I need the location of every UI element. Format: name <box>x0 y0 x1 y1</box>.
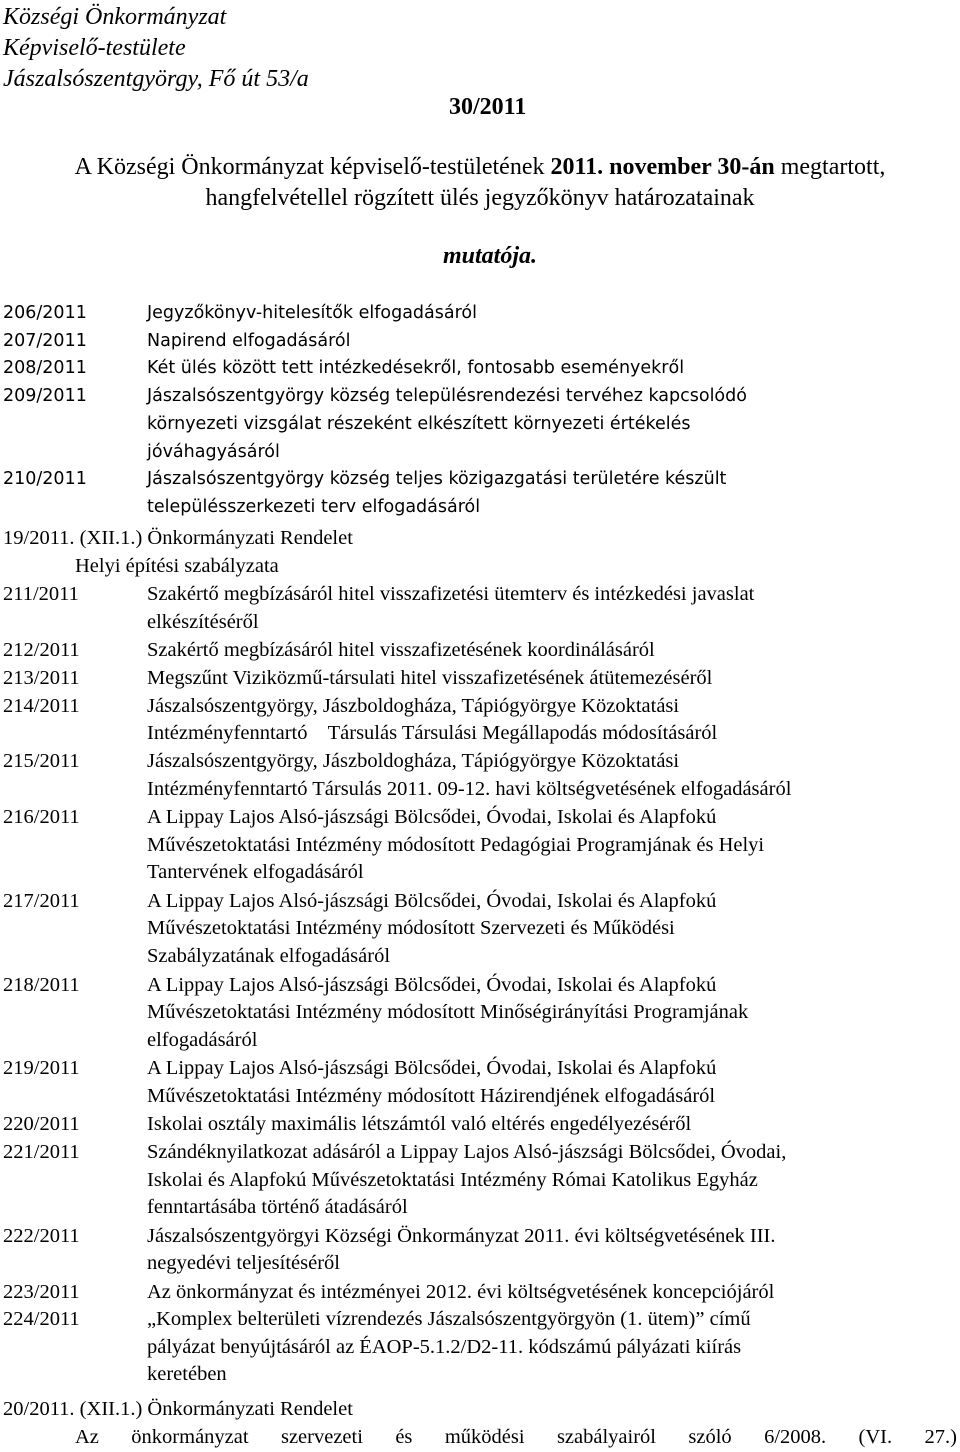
resolution-row <box>0 1223 960 1279</box>
resolution-subject <box>147 665 947 693</box>
resolution-subject <box>147 1279 947 1307</box>
resolution-row <box>0 748 960 804</box>
resolution-row <box>0 1055 960 1111</box>
header-body-name: Képviselő-testülete <box>3 35 186 61</box>
resolution-subject-line: Iskolai osztály maximális létszámtól való eltérés engedélyezéséről <box>147 1113 692 1136</box>
resolution-number: 218/2011 <box>3 973 80 996</box>
resolution-number: 219/2011 <box>3 1057 80 1080</box>
resolution-row <box>0 1139 960 1223</box>
resolution-subject-line: A Lippay Lajos Alsó-jászsági Bölcsődei, Óvodai, Iskolai és Alapfokú <box>147 973 717 996</box>
resolution-number: 215/2011 <box>3 750 80 773</box>
resolution-number: 211/2011 <box>3 583 79 605</box>
resolution-subject-line: Szakértő megbízásáról hitel visszafizetési ütemterv és intézkedési javaslat <box>147 583 755 605</box>
resolution-row <box>0 1111 960 1139</box>
resolution-subject <box>147 804 947 887</box>
resolution-number: 209/2011 <box>3 385 87 406</box>
resolution-number: 217/2011 <box>3 889 80 912</box>
resolution-subject-line: Szakértő megbízásáról hitel visszafizetésének koordinálásáról <box>147 638 655 661</box>
header-org-name: Községi Önkormányzat <box>3 4 227 30</box>
resolution-number: 224/2011 <box>3 1308 80 1331</box>
resolution-subject-line: Tantervének elfogadásáról <box>147 861 364 884</box>
resolution-subject <box>147 354 947 382</box>
decree-2-subject: Az önkormányzat szervezeti és működési szabályairól szóló 6/2008. (VI. 27.) <box>75 1426 957 1448</box>
resolution-row <box>0 327 960 355</box>
resolution-subject <box>147 1111 947 1139</box>
document-number: 30/2011 <box>449 94 527 120</box>
resolution-row <box>0 665 960 693</box>
document-subtitle: mutatója. <box>443 243 538 269</box>
resolution-row <box>0 693 960 749</box>
resolution-row <box>0 1279 960 1307</box>
resolution-subject-line: Két ülés között tett intézkedésekről, fontosabb eseményekről <box>147 358 685 379</box>
resolution-subject-line: Napirend elfogadásáról <box>147 330 351 351</box>
resolution-subject <box>147 327 947 355</box>
header-address: Jászalsószentgyörgy, Fő út 53/a <box>3 66 309 92</box>
resolution-subject-line: Jászalsószentgyörgyi Községi Önkormányzat 2011. évi költségvetésének III. <box>147 1224 776 1247</box>
resolution-subject <box>147 888 947 971</box>
resolution-row <box>0 1306 960 1390</box>
intro-line-2: hangfelvétellel rögzített ülés jegyzőkönyv határozatainak <box>205 185 755 211</box>
resolution-subject <box>147 1306 947 1389</box>
resolution-subject <box>147 1223 947 1278</box>
resolution-subject-line: Az önkormányzat és intézményei 2012. évi költségvetésének koncepciójáról <box>147 1280 775 1303</box>
resolution-subject-line: keretében <box>147 1363 227 1386</box>
resolution-number: 223/2011 <box>3 1280 80 1303</box>
resolution-subject-line: Szabályzatának elfogadásáról <box>147 944 391 967</box>
resolution-row <box>0 354 960 382</box>
resolution-subject-line: Művészetoktatási Intézmény módosított Minőségirányítási Programjának <box>147 1001 749 1024</box>
resolution-subject-line: Intézményfenntartó Társulás 2011. 09-12. havi költségvetésének elfogadásáról <box>147 777 792 800</box>
intro-line-1 <box>0 152 960 182</box>
resolution-subject-line: elkészítéséről <box>147 610 259 633</box>
resolution-subject <box>147 748 947 803</box>
resolution-row <box>0 465 960 520</box>
resolution-subject-line: Intézményfenntartó Társulás Társulási Megállapodás módosításáról <box>147 722 718 745</box>
resolution-subject <box>147 465 947 521</box>
intro-session-date: 2011. november 30-án <box>550 154 775 180</box>
resolution-subject-line: Jászalsószentgyörgy, Jászboldogháza, Tápiógyörgye Közoktatási <box>147 694 680 717</box>
resolution-subject-line: elfogadásáról <box>147 1028 258 1051</box>
resolution-subject-line: jóváhagyásáról <box>147 441 280 462</box>
resolution-subject-line: Jászalsószentgyörgy község településrendezési tervéhez kapcsolódó <box>147 385 747 406</box>
resolution-number: 221/2011 <box>3 1141 80 1163</box>
resolution-subject-line: településszerkezeti terv elfogadásáról <box>147 496 481 517</box>
resolution-subject-line: A Lippay Lajos Alsó-jászsági Bölcsődei, Óvodai, Iskolai és Alapfokú <box>147 1057 717 1080</box>
resolution-subject <box>147 1055 947 1110</box>
resolution-subject-line: Jegyzőkönyv-hitelesítők elfogadásáról <box>147 303 477 323</box>
resolution-number: 220/2011 <box>3 1113 80 1136</box>
resolution-number: 206/2011 <box>3 303 87 323</box>
resolution-subject-line: Jászalsószentgyörgy község teljes közigazgatási területére készült <box>147 468 727 489</box>
decree-2-title: 20/2011. (XII.1.) Önkormányzati Rendelet <box>3 1398 353 1420</box>
resolution-row <box>0 581 960 637</box>
resolution-subject-line: Művészetoktatási Intézmény módosított Szervezeti és Működési <box>147 917 675 940</box>
resolution-row <box>0 972 960 1056</box>
resolution-subject <box>147 972 947 1055</box>
resolution-subject-line: A Lippay Lajos Alsó-jászsági Bölcsődei, Óvodai, Iskolai és Alapfokú <box>147 889 717 912</box>
resolution-subject-line: Megszűnt Viziközmű-társulati hitel visszafizetésének átütemezéséről <box>147 666 713 689</box>
decree-1-title: 19/2011. (XII.1.) Önkormányzati Rendelet <box>3 527 353 549</box>
resolution-number: 212/2011 <box>3 638 80 661</box>
resolution-subject-line: Művészetoktatási Intézmény módosított Pedagógiai Programjának és Helyi <box>147 833 765 856</box>
resolution-subject <box>147 382 947 466</box>
resolution-number: 216/2011 <box>3 806 80 829</box>
intro-post: megtartott, <box>774 154 886 180</box>
resolution-subject-line: pályázat benyújtásáról az ÉAOP-5.1.2/D2-11. kódszámú pályázati kiírás <box>147 1335 742 1358</box>
resolution-row <box>0 804 960 888</box>
resolution-number: 210/2011 <box>3 468 87 489</box>
resolution-subject-line: negyedévi teljesítéséről <box>147 1252 340 1275</box>
resolution-number: 222/2011 <box>3 1224 80 1247</box>
resolution-number: 214/2011 <box>3 694 80 717</box>
resolution-row <box>0 382 960 465</box>
resolution-subject-line: Jászalsószentgyörgy, Jászboldogháza, Tápiógyörgye Közoktatási <box>147 750 680 773</box>
resolution-subject-line: Művészetoktatási Intézmény módosított Házirendjének elfogadásáról <box>147 1084 716 1107</box>
resolution-number: 207/2011 <box>3 330 87 351</box>
resolution-subject <box>147 581 947 636</box>
decree-1-subject: Helyi építési szabályzata <box>75 555 279 577</box>
resolution-subject <box>147 1139 947 1222</box>
resolution-row <box>0 299 960 327</box>
resolution-number: 213/2011 <box>3 666 80 689</box>
resolution-subject <box>147 637 947 665</box>
resolution-number: 208/2011 <box>3 358 87 379</box>
resolution-subject-line: Iskolai és Alapfokú Művészetoktatási Intézmény Római Katolikus Egyház <box>147 1168 758 1191</box>
resolution-subject-line: A Lippay Lajos Alsó-jászsági Bölcsődei, Óvodai, Iskolai és Alapfokú <box>147 806 717 829</box>
resolution-subject-line: Szándéknyilatkozat adásáról a Lippay Lajos Alsó-jászsági Bölcsődei, Óvodai, <box>147 1141 787 1163</box>
resolution-row <box>0 637 960 665</box>
resolution-row <box>0 888 960 972</box>
resolution-subject-line: fenntartásába történő átadásáról <box>147 1196 408 1218</box>
resolution-subject-line: „Komplex belterületi vízrendezés Jászalsószentgyörgyön (1. ütem)” című <box>147 1308 751 1331</box>
resolution-subject-line: környezeti vizsgálat részeként elkészített környezeti értékelés <box>147 413 691 434</box>
resolution-subject <box>147 299 947 327</box>
resolution-subject <box>147 693 947 748</box>
intro-pre: A Községi Önkormányzat képviselő-testületének <box>74 154 551 180</box>
